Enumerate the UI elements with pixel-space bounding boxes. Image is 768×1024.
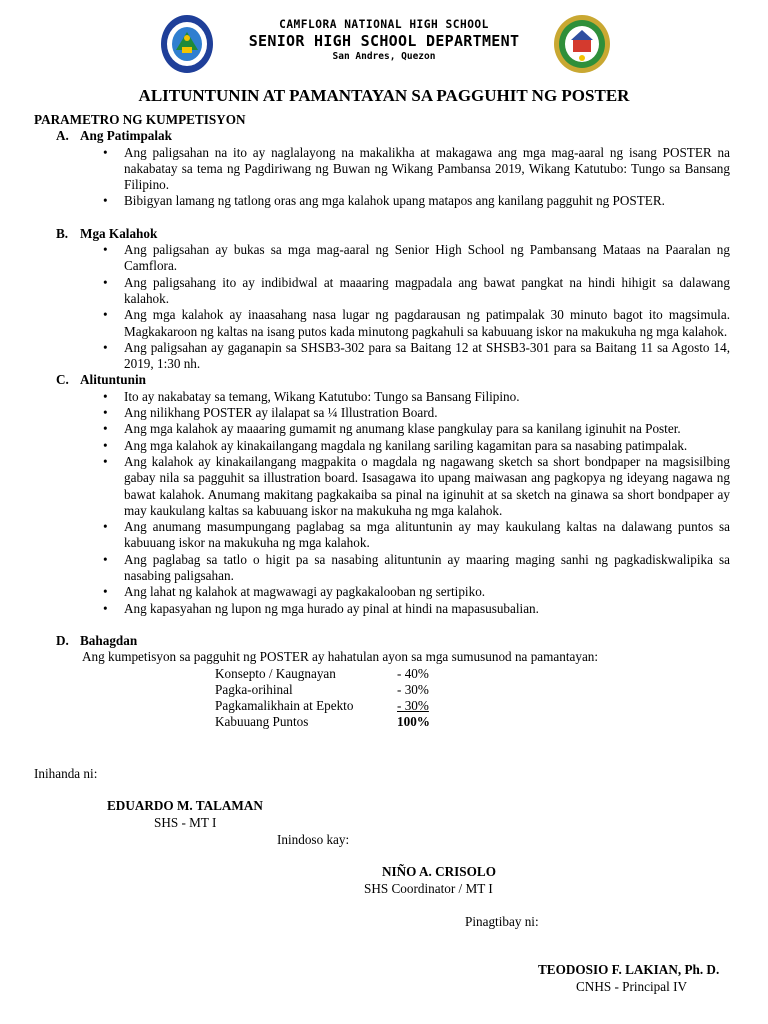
criteria-intro: Ang kumpetisyon sa pagguhit ng POSTER ay hahatulan ayon sa mga sumusunod na pamantayan: (82, 649, 599, 665)
section-heading-b: B. Mga Kalahok (56, 225, 158, 241)
section-c-list (34, 389, 730, 617)
letterhead (0, 12, 768, 62)
list-item: • Ang paligsahang ito ay indibidwal at maaaring magpadala ang bawat pangkat na hindi hihigit sa dalawang kalahok. (103, 274, 730, 306)
document-body (34, 112, 730, 731)
list-item: • Ang mga kalahok ay kinakailangang magdala ng kanilang sariling kagamitan para sa nasabing patimpalak. (103, 437, 688, 453)
prepared-by-name: EDUARDO M. TALAMAN (107, 798, 263, 813)
list-item: • Bibigyan lamang ng tatlong oras ang mga kalahok upang matapos ang kanilang pagguhit ng POSTER. (103, 193, 665, 209)
list-item: • Ang paglabag sa tatlo o higit pa sa nasabing alituntunin ay maaring maging sanhi ng pagkadiskwalipika sa nasabing paligsahan. (103, 551, 730, 584)
endorsed-by-title: SHS Coordinator / MT I (364, 881, 493, 896)
approved-by-label: Pinagtibay ni: (465, 914, 539, 929)
criteria-total-row: Kabuuang Puntos 100% (215, 714, 430, 730)
school-address: San Andres, Quezon (332, 51, 436, 62)
approved-by-name: TEODOSIO F. LAKIAN, Ph. D. (538, 962, 720, 977)
endorsed-by-label: Inindoso kay: (277, 832, 350, 847)
endorsed-by-name: NIÑO A. CRISOLO (382, 864, 496, 879)
section-heading-d: D. Bahagdan (56, 632, 138, 648)
section-a-list (34, 145, 730, 210)
section-heading-a: A. Ang Patimpalak (56, 128, 172, 144)
prepared-by-label: Inihanda ni: (34, 766, 98, 781)
list-item: • Ang paligsahan na ito ay naglalayong na makalikha at makagawa ang mga mag-aaral ng isang POSTER na nakabatay sa tema ng Pagdiriwang ng Buwan ng Wikang Pambansa 2019, Wikang Katutubo: Tungo sa Bansang Filipino. (103, 144, 730, 193)
criteria-row: Pagka-orihinal - 30% (215, 681, 429, 697)
criteria-table (215, 666, 730, 731)
prepared-by-title: SHS - MT I (154, 815, 217, 830)
list-item: • Ito ay nakabatay sa temang, Wikang Katutubo: Tungo sa Bansang Filipino. (103, 388, 520, 404)
list-item: • Ang kalahok ay kinakailangang magpakita o magdala ng nagawang sketch sa short bondpaper na magsisilbing gabay nila sa pagguhit sa illustration board. Isasagawa ito upang maiwasan ang pagkopya ng ideyang nagawa ng bawat kalahok. Anumang makitang pagkakaiba sa pinal na iginuhit at sa sketch na ginawa sa short bondpaper ay may kaukulang kaltas sa kabuuang iskor na makukuha ng mga kalahok. (103, 453, 730, 518)
list-item: • Ang nilikhang POSTER ay ilalapat sa ¼ Illustration Board. (103, 405, 438, 421)
list-item: • Ang mga kalahok ay inaasahang nasa lugar ng pagdarausan ng patimpalak 30 minuto bagot ito magsimula. Magkakaroon ng kaltas na isang putos kada minutong pagkahuli sa kabuuang iskor na makukuha ng mga kalahok. (103, 307, 730, 339)
list-item: • Ang kapasyahan ng lupon ng mga hurado ay pinal at hindi na mapasusubalian. (103, 600, 539, 616)
section-b-list (34, 242, 730, 372)
list-item: • Ang anumang masumpungang paglabag sa mga alituntunin ay may kaukulang kaltas na dalawang puntos sa kabuuang iskor na makukuha ng mga kalahok. (103, 519, 730, 551)
department-name: SENIOR HIGH SCHOOL DEPARTMENT (248, 32, 520, 50)
approved-by-title: CNHS - Principal IV (576, 979, 687, 994)
list-item: • Ang paligsahan ay gaganapin sa SHSB3-302 para sa Baitang 12 at SHSB3-301 para sa Baitang 11 sa Agosto 14, 2019, 1:30 nh. (103, 339, 730, 372)
parameter-heading: PARAMETRO NG KUMPETISYON (34, 112, 246, 127)
document-title: ALITUNTUNIN AT PAMANTAYAN SA PAGGUHIT NG POSTER (138, 86, 630, 105)
criteria-row: Konsepto / Kaugnayan - 40% (215, 665, 429, 681)
list-item: • Ang paligsahan ay bukas sa mga mag-aaral ng Senior High School ng Pambansang Mataas na Paaralan ng Camflora. (103, 242, 730, 274)
list-item: • Ang lahat ng kalahok at magwawagi ay pagkakalooban ng sertipiko. (103, 584, 486, 600)
school-name: CAMFLORA NATIONAL HIGH SCHOOL (279, 18, 489, 31)
list-item: • Ang mga kalahok ay maaaring gumamit ng anumang klase pangkulay para sa kanilang iginuhit na Poster. (103, 421, 681, 437)
criteria-row: Pagkamalikhain at Epekto - 30% (215, 698, 429, 714)
section-heading-c: C. Alituntunin (56, 372, 146, 388)
